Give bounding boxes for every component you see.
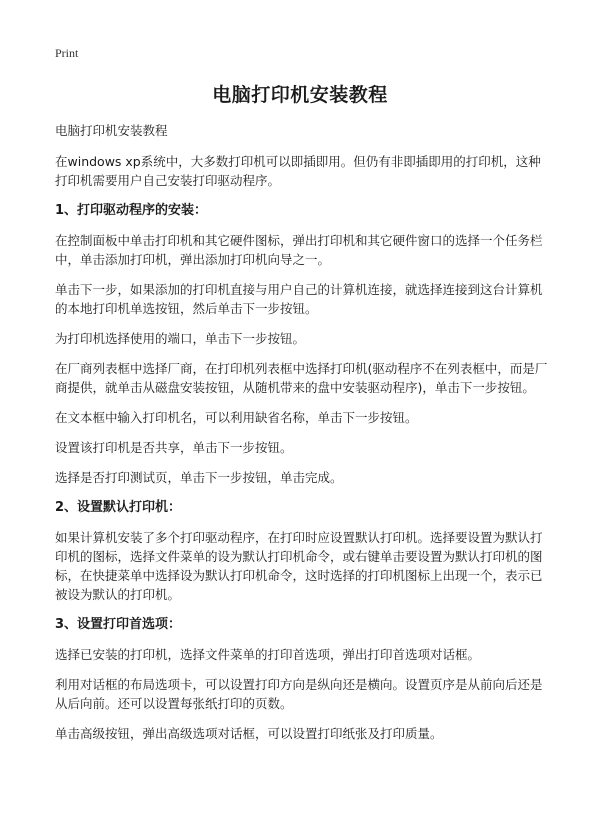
section-heading-print-preferences: 3、设置打印首选项：	[55, 617, 182, 632]
intro-paragraph: 在windows xp系统中，大多数打印机可以即插即用。但仍有非即插即用的打印机，这种打印机需要用户自己安装打印驱动程序。	[55, 154, 541, 188]
paragraph: 单击高级按钮，弹出高级选项对话框，可以设置打印纸张及打印质量。	[55, 726, 443, 741]
paragraph: 在控制面板中单击打印机和其它硬件图标，弹出打印机和其它硬件窗口的选择一个任务栏中，单击添加打印机，弹出添加打印机向导之一。	[55, 233, 543, 267]
section-heading-driver-install: 1、打印驱动程序的安装：	[55, 203, 208, 218]
print-label: Print	[55, 46, 79, 60]
paragraph: 利用对话框的布局选项卡，可以设置打印方向是纵向还是横向。设置页序是从前向后还是从后向前。还可以设置每张纸打印的页数。	[55, 677, 543, 711]
document-body	[55, 121, 550, 754]
paragraph: 选择已安装的打印机，选择文件菜单的打印首选项，弹出打印首选项对话框。	[55, 647, 481, 662]
document-subtitle: 电脑打印机安装教程	[55, 123, 168, 138]
paragraph: 如果计算机安装了多个打印驱动程序，在打印时应设置默认打印机。选择要设置为默认打印机的图标，选择文件菜单的设为默认打印机命令，或右键单击要设置为默认打印机的图标，在快捷菜单中选择设为默认打印机命令，这时选择的打印机图标上出现一个，表示已被设为默认的打印机。	[55, 530, 543, 602]
paragraph: 在厂商列表框中选择厂商，在打印机列表框中选择打印机(驱动程序不在列表框中，而是厂商提供，就单击从磁盘安装按钮，从随机带来的盘中安装驱动程序)，单击下一步按钮。	[55, 361, 548, 395]
section-heading-default-printer: 2、设置默认打印机：	[55, 500, 182, 515]
paragraph: 选择是否打印测试页，单击下一步按钮，单击完成。	[55, 470, 343, 485]
page-title: 电脑打印机安装教程	[212, 84, 388, 106]
paragraph: 设置该打印机是否共享，单击下一步按钮。	[55, 440, 293, 455]
paragraph: 在文本框中输入打印机名，可以利用缺省名称，单击下一步按钮。	[55, 410, 418, 425]
paragraph: 为打印机选择使用的端口，单击下一步按钮。	[55, 331, 306, 346]
paragraph: 单击下一步，如果添加的打印机直接与用户自己的计算机连接，就选择连接到这台计算机的本地打印机单选按钮，然后单击下一步按钮。	[55, 282, 543, 316]
